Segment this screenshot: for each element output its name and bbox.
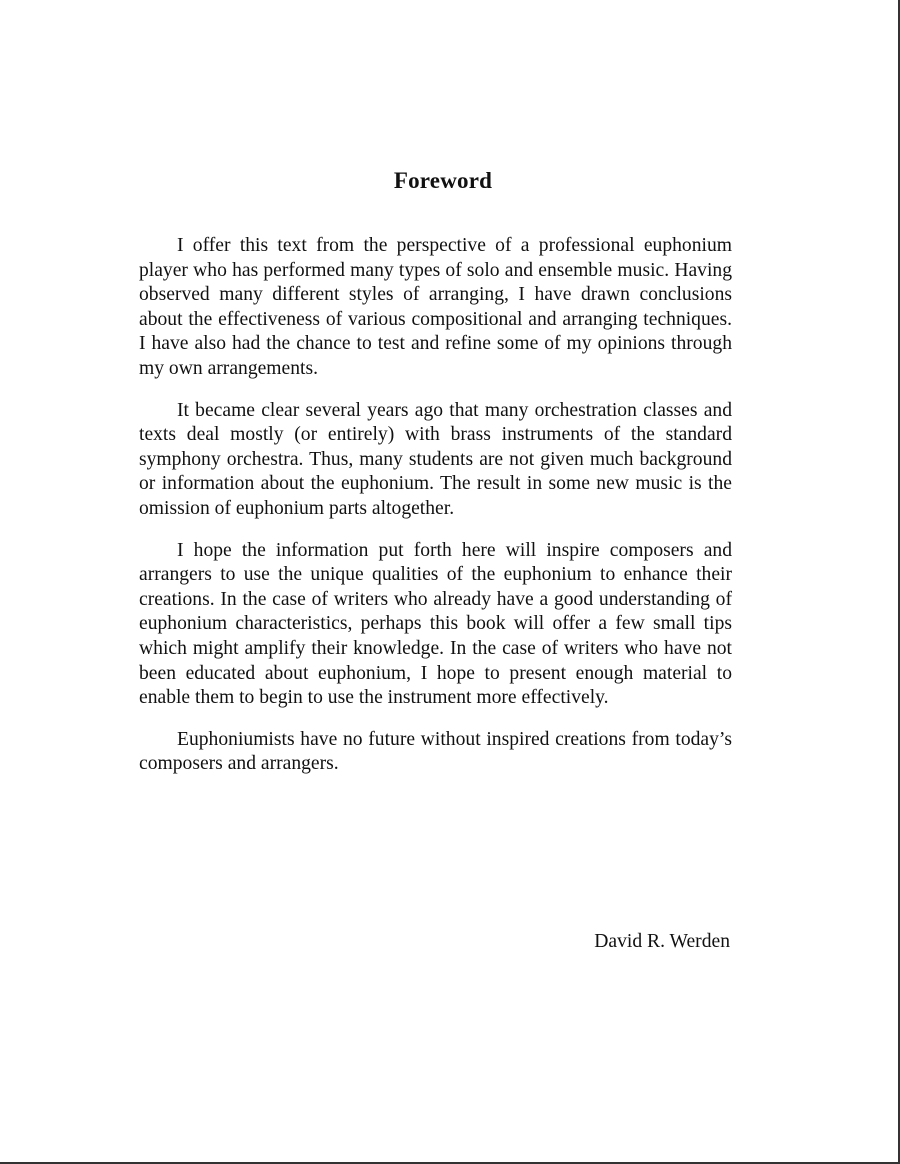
page-title: Foreword — [393, 168, 493, 193]
paragraph-4: Euphoniumists have no future without inspired creations from today’s composers and arrangers. — [139, 728, 732, 775]
author-signature: David R. Werden — [594, 931, 730, 952]
paragraph-3: I hope the information put forth here will inspire composers and arrangers to use the unique qualities of the euphonium to enhance their creations. In the case of writers who already have a good understanding of euphonium characteristics, perhaps this book will offer a few small tips which might amplify their knowledge. In the case of writers who have not been educated about euphonium, I hope to present enough material to enable them to begin to use the instrument more effectively. — [139, 539, 732, 709]
paragraph-1: I offer this text from the perspective of a professional euphonium player who has performed many types of solo and ensemble music. Having observed many different styles of arranging, I have drawn conclusions about the effectiveness of various compositional and arranging techniques. I have also had the chance to test and refine some of my opinions through my own arrangements. — [139, 235, 732, 379]
paragraph-2: It became clear several years ago that many orchestration classes and texts deal mostly (or entirely) with brass instruments of the standard symphony orchestra. Thus, many students are not given much background or information about the euphonium. The result in some new music is the omission of euphonium parts altogether. — [139, 399, 732, 519]
foreword-body — [139, 234, 732, 794]
